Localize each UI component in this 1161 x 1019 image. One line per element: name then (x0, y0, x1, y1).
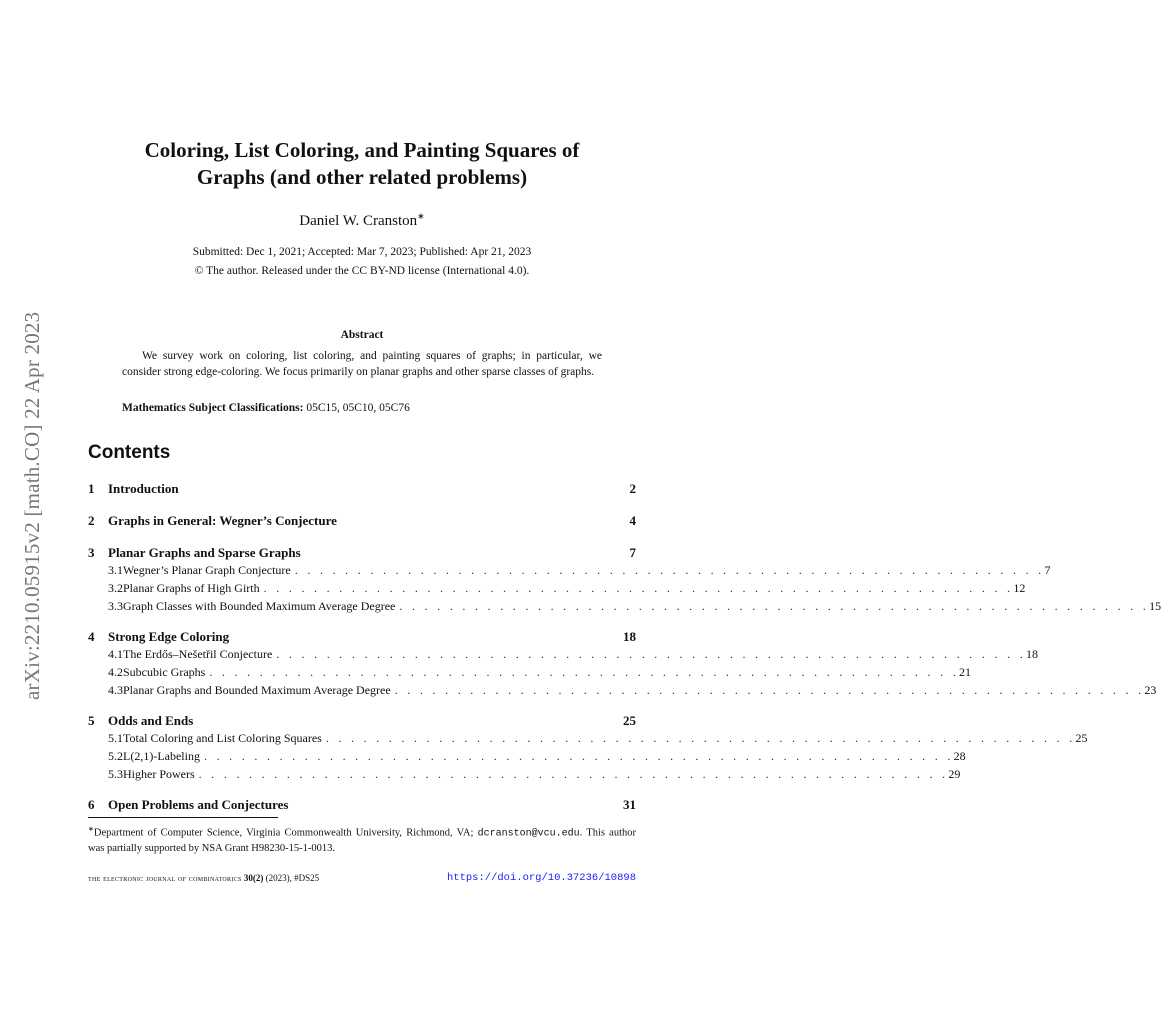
journal-volume: 30(2) (243, 873, 264, 883)
author (88, 211, 636, 230)
toc-section-entry[interactable] (88, 513, 636, 531)
toc-subsection-number: 5.3 (108, 767, 123, 781)
publication-dates: Submitted: Dec 1, 2021; Accepted: Mar 7, 2023; Published: Apr 21, 2023 (192, 246, 532, 258)
toc-section-block (88, 513, 636, 531)
toc-subsection-title: Higher Powers (123, 767, 195, 781)
toc-section-entry[interactable] (88, 713, 636, 731)
footnote-mark: ∗ (88, 825, 94, 833)
toc-leader-dots: . . . . . . . . . . . . . . . . . . . . . . . . . . . . . . . . . . . . . . . . . . . . . . . . . . . . . . . . . . . . (325, 731, 1076, 745)
toc-section-entry[interactable] (88, 797, 636, 815)
toc-subsection-number: 3.3 (108, 599, 123, 613)
paper-title (88, 137, 636, 191)
toc-subsection-entry[interactable] (88, 599, 1161, 617)
doi-link[interactable]: https://doi.org/10.37236/10898 (446, 872, 636, 884)
toc-subsection-title: Total Coloring and List Coloring Squares (123, 731, 322, 745)
journal-name: the electronic journal of combinatorics (88, 873, 242, 883)
toc-subsection-entry[interactable] (88, 665, 972, 683)
title-line-1: Coloring, List Coloring, and Painting Squares of (144, 138, 580, 162)
abstract-heading: Abstract (340, 329, 384, 341)
toc-subsection-title: Graph Classes with Bounded Maximum Average Degree (123, 599, 396, 613)
toc-subsection-entry[interactable] (88, 767, 961, 785)
toc-section-number: 5 (88, 713, 95, 728)
toc-section-title: Odds and Ends (108, 713, 194, 728)
footnote-email-link[interactable]: dcranston@vcu.edu (477, 828, 580, 840)
toc-section-number: 4 (88, 629, 95, 644)
toc-subsection-page: 25 (1075, 731, 1088, 745)
toc-section-block (88, 481, 636, 499)
abstract-body: We survey work on coloring, list coloring, and painting squares of graphs; in particular, we consider strong edge-coloring. We focus primarily on planar graphs and other sparse classes of graphs. (122, 350, 602, 378)
toc-subsection-page: 29 (948, 767, 961, 781)
toc-subsection-number: 3.2 (108, 581, 123, 595)
toc-leader-dots: . . . . . . . . . . . . . . . . . . . . . . . . . . . . . . . . . . . . . . . . . . . . . . . . . . . . . . . . . . . . (198, 767, 949, 781)
title-line-2: Graphs (and other related problems) (196, 165, 528, 189)
journal-year-number: (2023), #DS25 (265, 873, 320, 883)
footnote-grant: . This author was partially supported by NSA Grant H98230-15-1-0013. (88, 827, 636, 854)
toc-subsection-page: 7 (1044, 563, 1051, 577)
toc-subsection-page: 28 (953, 749, 966, 763)
toc-subsection-title: Planar Graphs and Bounded Maximum Average Degree (123, 683, 391, 697)
toc-subsection-entry[interactable] (88, 683, 1157, 701)
toc-subsection-number: 5.2 (108, 749, 123, 763)
toc-subsection-title: Subcubic Graphs (123, 665, 206, 679)
toc-section-page: 4 (629, 513, 636, 528)
toc-leader-dots: . . . . . . . . . . . . . . . . . . . . . . . . . . . . . . . . . . . . . . . . . . . . . . . . . . . . . . . . . . . . (399, 599, 1150, 613)
toc-section-page: 7 (629, 545, 636, 560)
journal-footer (88, 873, 319, 883)
toc-subsection-title: L(2,1)-Labeling (123, 749, 200, 763)
toc-subsection-page: 12 (1013, 581, 1026, 595)
license-notice: © The author. Released under the CC BY-ND license (International 4.0). (194, 265, 530, 277)
toc-subsection-entry[interactable] (88, 647, 1038, 665)
toc-subsection-page: 15 (1149, 599, 1161, 613)
toc-subsection-entry[interactable] (88, 731, 1088, 749)
arxiv-identifier: arXiv:2210.05915v2 [math.CO] 22 Apr 2023 (20, 311, 44, 700)
toc-subsection-number: 4.2 (108, 665, 123, 679)
toc-subsection-number: 4.3 (108, 683, 123, 697)
toc-leader-dots: . . . . . . . . . . . . . . . . . . . . . . . . . . . . . . . . . . . . . . . . . . . . . . . . . . . . . . . . . . . . (203, 749, 954, 763)
footnote-affiliation: Department of Computer Science, Virginia Commonwealth University, Richmond, VA; (93, 827, 474, 839)
toc-section-page: 25 (623, 713, 636, 728)
toc-leader-dots: . . . . . . . . . . . . . . . . . . . . . . . . . . . . . . . . . . . . . . . . . . . . . . . . . . . . . . . . . . . . (294, 563, 1045, 577)
footnote (88, 822, 636, 856)
toc-section-title: Graphs in General: Wegner’s Conjecture (108, 513, 337, 528)
toc-subsection-number: 5.1 (108, 731, 123, 745)
msc-classifications (122, 402, 602, 414)
toc-section-number: 3 (88, 545, 95, 560)
toc-leader-dots: . . . . . . . . . . . . . . . . . . . . . . . . . . . . . . . . . . . . . . . . . . . . . . . . . . . . . . . . . . . . (263, 581, 1014, 595)
toc-subsection-number: 3.1 (108, 563, 123, 577)
toc-leader-dots: . . . . . . . . . . . . . . . . . . . . . . . . . . . . . . . . . . . . . . . . . . . . . . . . . . . . . . . . . . . . (209, 665, 960, 679)
toc-subsection-number: 4.1 (108, 647, 123, 661)
toc-subsection-entry[interactable] (88, 563, 1051, 581)
toc-section-number: 1 (88, 481, 95, 496)
toc-section-entry[interactable] (88, 545, 636, 563)
toc-section-page: 31 (623, 797, 636, 812)
toc-section-entry[interactable] (88, 629, 636, 647)
toc-subsection-title: Wegner’s Planar Graph Conjecture (123, 563, 291, 577)
msc-label: Mathematics Subject Classifications: (122, 402, 304, 414)
toc-subsection-entry[interactable] (88, 581, 1026, 599)
toc-subsection-page: 23 (1144, 683, 1157, 697)
toc-section-block (88, 713, 1088, 785)
footnote-rule (88, 817, 278, 818)
toc-section-title: Planar Graphs and Sparse Graphs (108, 545, 301, 560)
msc-value: 05C15, 05C10, 05C76 (306, 402, 410, 414)
toc-section-title: Strong Edge Coloring (108, 629, 230, 644)
toc-section-page: 2 (629, 481, 636, 496)
toc-subsection-page: 21 (959, 665, 972, 679)
toc-subsection-entry[interactable] (88, 749, 966, 767)
toc-section-title: Open Problems and Conjectures (108, 797, 289, 812)
toc-subsection-title: Planar Graphs of High Girth (123, 581, 260, 595)
contents-heading: Contents (88, 442, 171, 463)
author-name: Daniel W. Cranston (299, 213, 418, 229)
toc-leader-dots: . . . . . . . . . . . . . . . . . . . . . . . . . . . . . . . . . . . . . . . . . . . . . . . . . . . . . . . . . . . . (394, 683, 1145, 697)
toc-section-entry[interactable] (88, 481, 636, 499)
toc-section-block (88, 797, 636, 815)
toc-subsection-title: The Erdős–Nešetřil Conjecture (123, 647, 273, 661)
toc-section-number: 6 (88, 797, 95, 812)
toc-leader-dots: . . . . . . . . . . . . . . . . . . . . . . . . . . . . . . . . . . . . . . . . . . . . . . . . . . . . . . . . . . . . (276, 647, 1026, 661)
author-footnote-mark[interactable]: ∗ (417, 211, 425, 221)
toc-section-block (88, 545, 1161, 617)
toc-section-number: 2 (88, 513, 95, 528)
toc-subsection-page: 18 (1026, 647, 1038, 661)
toc-section-block (88, 629, 1157, 701)
toc-section-page: 18 (623, 629, 636, 644)
toc-section-title: Introduction (108, 481, 179, 496)
